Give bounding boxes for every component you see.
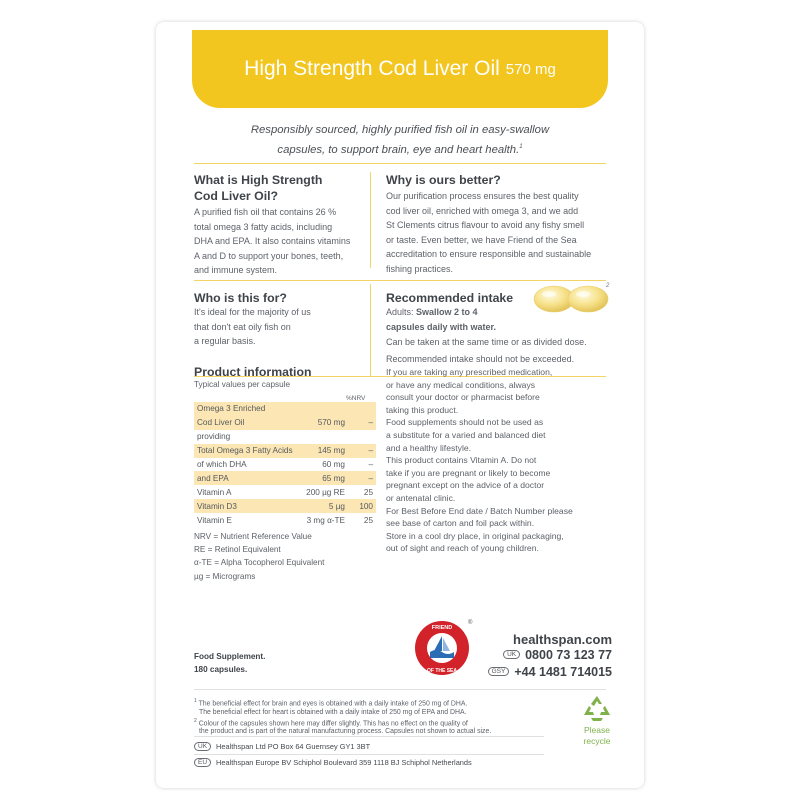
table-row: Total Omega 3 Fatty Acids 145 mg –	[194, 444, 376, 458]
warnings-text: If you are taking any prescribed medication, or have any medical conditions, always consult your doctor or pharmacist before taking this product. Food supplements should not be used as a substitute for a varied and balanced diet and a healthy lifestyle. This product contains Vitamin A. Do not take if you are pregnant or likely to become pregnant except on the advice of a doctor or antenatal clinic. For Best Before End date / Batch Number please see base of carton and foil pack within. Store in a cool dry place, in original packaging, out of sight and reach of young children.	[386, 367, 573, 554]
table-row: and EPA 65 mg –	[194, 471, 376, 485]
divider	[370, 172, 371, 268]
what-heading: What is High Strength Cod Liver Oil?	[194, 173, 323, 203]
table-row: Vitamin E 3 mg α-TE 25	[197, 515, 373, 525]
badge-bottom-text: OF THE SEA	[426, 668, 458, 674]
product-info-subheading: Typical values per capsule	[194, 380, 291, 389]
abbreviation-legend: NRV = Nutrient Reference Value RE = Retinol Equivalent α-TE = Alpha Tocopherol Equivalent µg = Micrograms	[194, 532, 325, 581]
table-row: Cod Liver Oil 570 mg –	[194, 416, 376, 430]
why-heading: Why is ours better?	[386, 173, 501, 187]
capsules-image	[530, 282, 610, 322]
why-text: Our purification process ensures the best quality cod liver oil, enriched with omega 3, and we add St Clements citrus flavour to avoid any fishy smell or taste. Even better, we have Friend of the Sea accreditation to ensure responsible and sustainable fishing practices.	[386, 191, 592, 274]
product-title: High Strength Cod Liver Oil	[244, 57, 500, 80]
table-row: of which DHA 60 mg –	[197, 460, 373, 469]
uk-phone: UK 0800 73 123 77	[503, 648, 612, 662]
title-banner	[192, 30, 608, 108]
nutrition-table	[194, 402, 376, 527]
divider	[194, 163, 606, 164]
footnotes: $^1$ The beneficial effect for brain and eyes is obtained with a daily intake of 250 mg of DHA. The beneficial effect for heart is obtained with a daily intake of 250 mg of EPA and DHA. $^2$ Colour of the capsules shown here may differ slightly. This has no effect on the quality of the product and is part of the natural manufacturing process. Capsules not shown to actual size.	[194, 698, 492, 736]
table-row: Vitamin A 200 µg RE 25	[197, 487, 373, 497]
product-info-heading: Product information	[194, 365, 312, 379]
what-text: A purified fish oil that contains 26 % total omega 3 fatty acids, including DHA and EPA. It also contains vitamins A and D to support your bones, teeth, and immune system.	[194, 207, 351, 275]
divider	[194, 689, 606, 690]
divider	[370, 284, 371, 376]
divider	[194, 280, 606, 281]
gsy-tag: GSY	[488, 667, 510, 676]
product-info-panel	[156, 22, 644, 788]
uk-tag: UK	[503, 650, 520, 659]
who-heading: Who is this for?	[194, 291, 287, 305]
table-row: providing	[197, 432, 231, 442]
product-strength: 570 mg	[505, 60, 556, 78]
nrv-header: %NRV	[346, 395, 366, 402]
divider	[194, 736, 544, 737]
recycle-icon	[582, 694, 612, 722]
table-row: Vitamin D3 5 µg 100	[194, 499, 376, 513]
footnote-marker: 2	[606, 283, 610, 289]
intake-heading: Recommended intake	[386, 291, 514, 305]
website-link[interactable]: healthspan.com	[513, 632, 612, 647]
intro-tagline: Responsibly sourced, highly purified fish oil in easy-swallow capsules, to support brain, eye and heart health.$^1$	[250, 124, 550, 156]
svg-text:®: ®	[468, 620, 473, 626]
friend-of-the-sea-logo	[412, 614, 474, 680]
who-text: It's ideal for the majority of us that don't eat oily fish on a regular basis.	[194, 307, 311, 346]
badge-top-text: FRIEND	[431, 625, 453, 631]
table-row: Omega 3 Enriched	[194, 402, 376, 416]
guernsey-phone: GSY +44 1481 714015	[488, 665, 612, 679]
intake-notes: Can be taken at the same time or as divided dose. Recommended intake should not be exceeded.	[386, 337, 587, 364]
intake-dose: Adults: Swallow 2 to 4 capsules daily with water.	[386, 307, 497, 332]
eu-address: EU Healthspan Europe BV Schiphol Boulevard 359 1118 BJ Schiphol Netherlands	[194, 758, 472, 767]
food-supplement-label: Food Supplement. 180 capsules.	[194, 652, 266, 675]
uk-address: UK Healthspan Ltd PO Box 64 Guernsey GY1 3BT	[194, 742, 370, 751]
recycle-badge: Please recycle	[572, 694, 622, 747]
divider	[194, 754, 544, 755]
